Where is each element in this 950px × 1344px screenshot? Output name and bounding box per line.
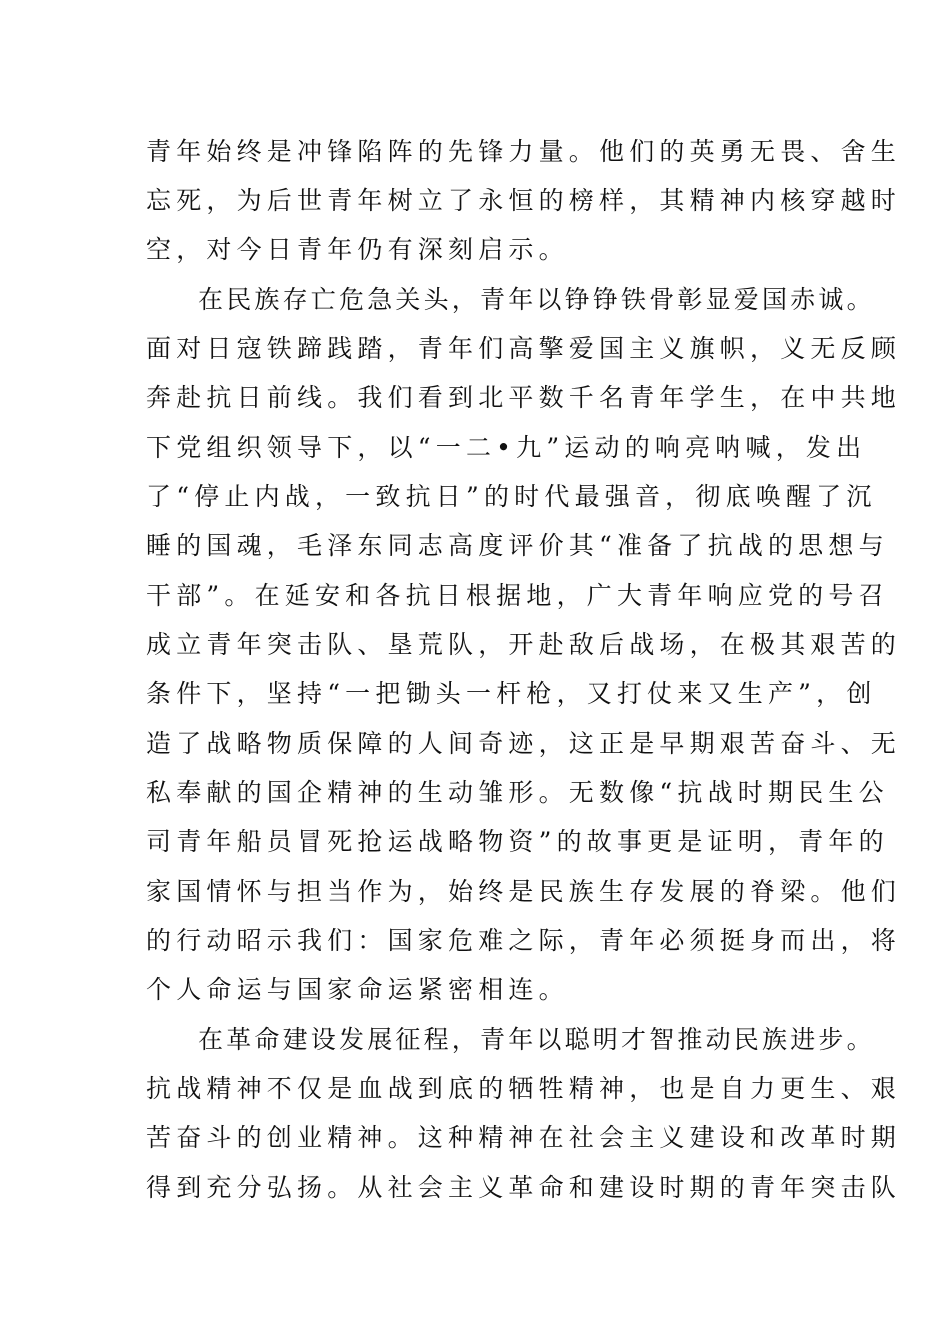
paragraph-2-line-10: 造了战略物质保障的人间奇迹，这正是早期艰苦奋斗、无 [146, 729, 902, 758]
paragraph-3-line-2: 抗战精神不仅是血战到底的牺牲精神，也是自力更生、艰 [146, 1074, 902, 1103]
paragraph-2-line-13: 家国情怀与担当作为，始终是民族生存发展的脊梁。他们 [146, 877, 902, 906]
paragraph-3-line-1: 在革命建设发展征程，青年以聪明才智推动民族进步。 [198, 1025, 875, 1054]
paragraph-2-line-14: 的行动昭示我们：国家危难之际，青年必须挺身而出，将 [146, 926, 902, 955]
paragraph-2-line-2: 面对日寇铁蹄践踏，青年们高擎爱国主义旗帜，义无反顾 [146, 334, 902, 363]
paragraph-2-line-8: 成立青年突击队、垦荒队，开赴敌后战场，在极其艰苦的 [146, 630, 902, 659]
paragraph-1-line-1: 青年始终是冲锋陷阵的先锋力量。他们的英勇无畏、舍生 [146, 137, 902, 166]
paragraph-2-line-15: 个人命运与国家命运紧密相连。 [146, 975, 569, 1004]
paragraph-2-line-7: 干部”。在延安和各抗日根据地，广大青年响应党的号召 [146, 581, 889, 610]
paragraph-2-line-1: 在民族存亡危急关头，青年以铮铮铁骨彰显爱国赤诚。 [198, 285, 875, 314]
paragraph-1-line-3: 空，对今日青年仍有深刻启示。 [146, 235, 569, 264]
paragraph-1-line-2: 忘死，为后世青年树立了永恒的榜样，其精神内核穿越时 [146, 186, 902, 215]
paragraph-2-line-3: 奔赴抗日前线。我们看到北平数千名青年学生，在中共地 [146, 383, 902, 412]
paragraph-3-line-4: 得到充分弘扬。从社会主义革命和建设时期的青年突击队 [146, 1173, 902, 1202]
paragraph-2-line-11: 私奉献的国企精神的生动雏形。无数像“抗战时期民生公 [146, 778, 889, 807]
paragraph-2-line-12: 司青年船员冒死抢运战略物资”的故事更是证明，青年的 [146, 827, 889, 856]
paragraph-2-line-6: 睡的国魂，毛泽东同志高度评价其“准备了抗战的思想与 [146, 531, 889, 560]
paragraph-3-line-3: 苦奋斗的创业精神。这种精神在社会主义建设和改革时期 [146, 1123, 902, 1152]
paragraph-2-line-4: 下党组织领导下，以“一二•九”运动的响亮呐喊，发出 [146, 433, 867, 462]
paragraph-2-line-5: 了“停止内战，一致抗日”的时代最强音，彻底唤醒了沉 [146, 482, 877, 511]
paragraph-2-line-9: 条件下，坚持“一把锄头一杆枪，又打仗来又生产”，创 [146, 679, 877, 708]
